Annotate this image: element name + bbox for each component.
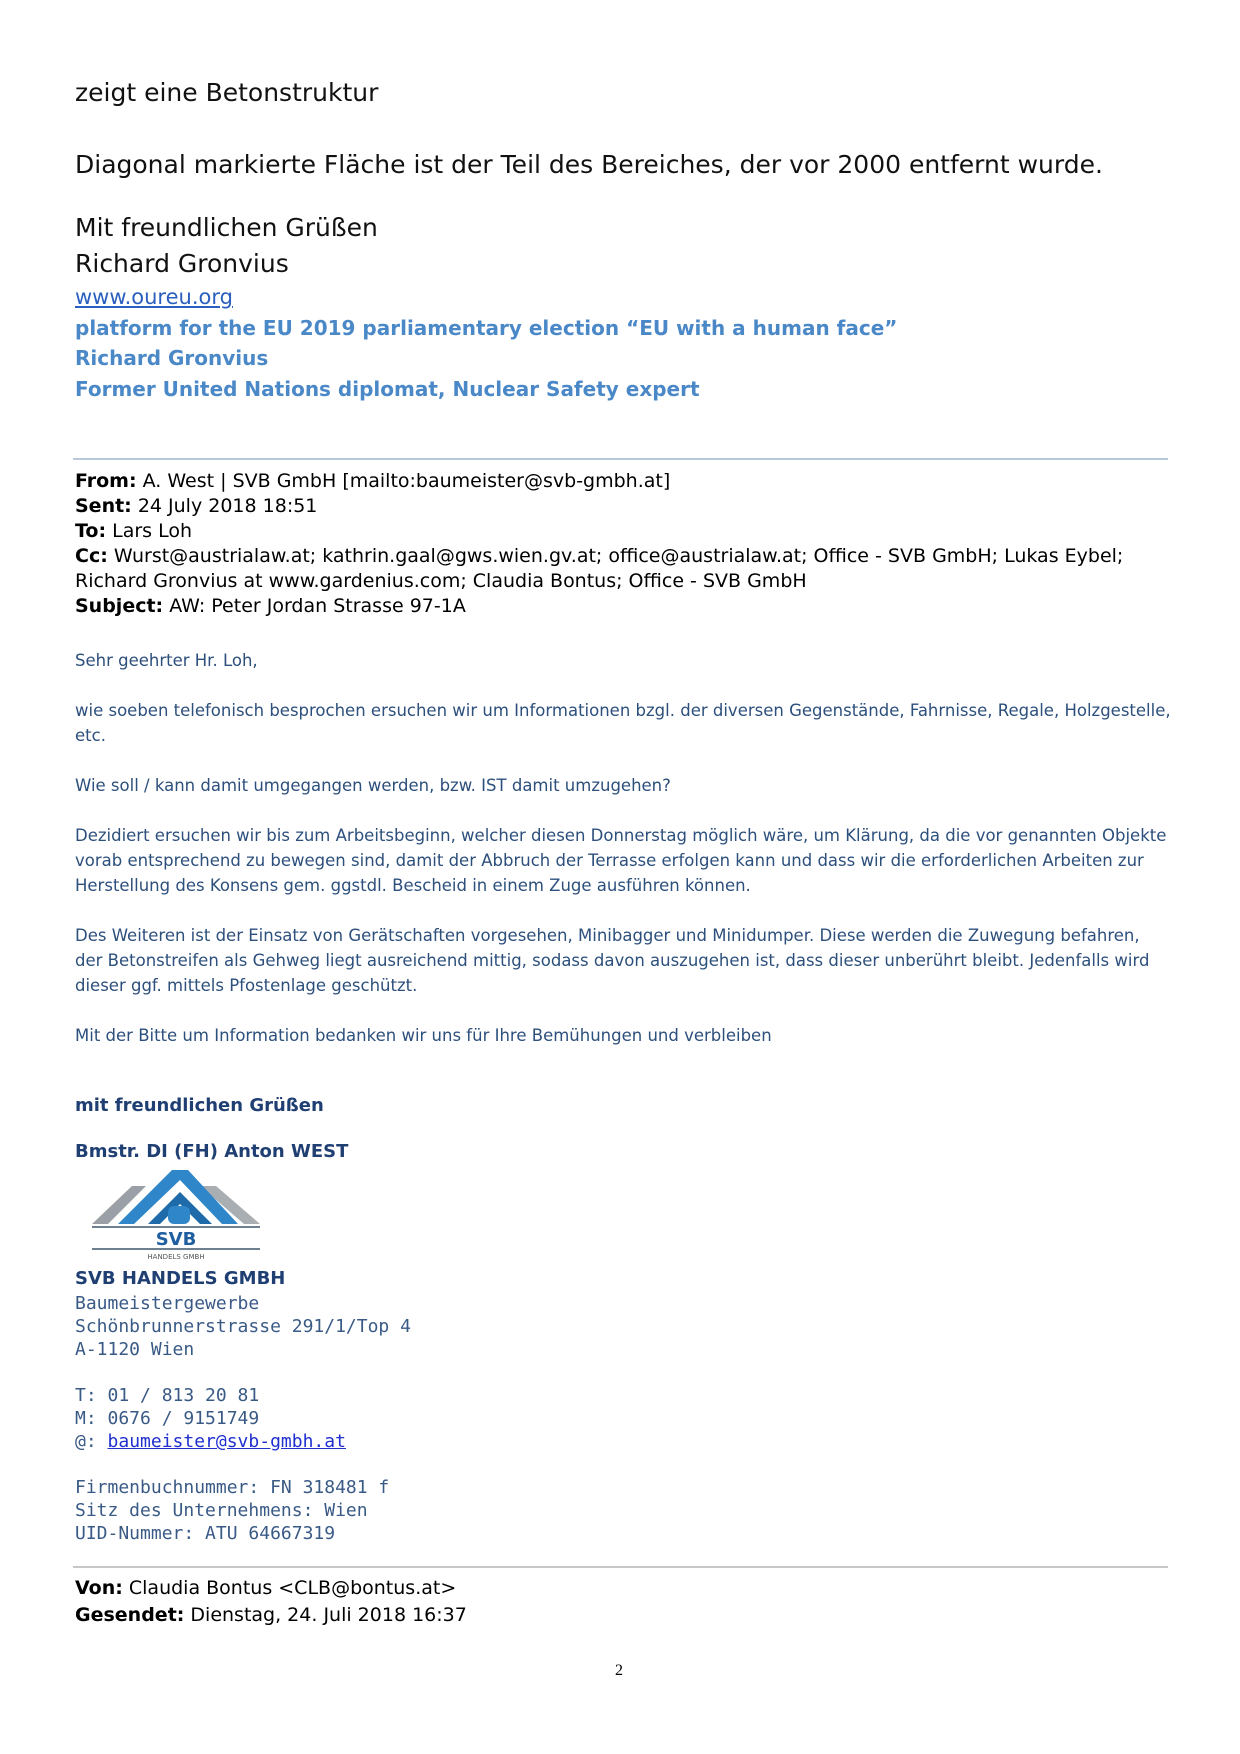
von-line: Von: Claudia Bontus <CLB@bontus.at> bbox=[75, 1577, 457, 1599]
cc-line: Cc: Wurst@austrialaw.at; kathrin.gaal@gws.wien.gv.at; office@austrialaw.at; Office - SVB GmbH; Lukas Eybel; bbox=[75, 545, 1124, 567]
company-mobile: M: 0676 / 9151749 bbox=[75, 1408, 260, 1429]
paragraph-4-line-2: der Betonstreifen als Gehweg liegt ausreichend mittig, sodass davon auszugehen ist, dass dieser unberührt bleibt. Jedenfalls wird bbox=[75, 951, 1150, 970]
sent-line: Sent: 24 July 2018 18:51 bbox=[75, 495, 318, 517]
company-phone: T: 01 / 813 20 81 bbox=[75, 1385, 260, 1406]
page-number: 2 bbox=[615, 1662, 623, 1679]
svg-text:HANDELS GMBH: HANDELS GMBH bbox=[147, 1253, 205, 1261]
paragraph-2: Wie soll / kann damit umgegangen werden, bzw. IST damit umzugehen? bbox=[75, 776, 671, 795]
svb-logo bbox=[88, 1168, 264, 1264]
forward-divider bbox=[73, 1566, 1168, 1568]
signer-name: Bmstr. DI (FH) Anton WEST bbox=[75, 1141, 349, 1162]
greeting: Mit freundlichen Grüßen bbox=[75, 213, 378, 242]
signature-title: Former United Nations diplomat, Nuclear Safety expert bbox=[75, 377, 700, 401]
paragraph-3-line-1: Dezidiert ersuchen wir bis zum Arbeitsbeginn, welcher diesen Donnerstag möglich wäre, um Klärung, da die vor genannten Objekte bbox=[75, 826, 1167, 845]
company-email-line: @: baumeister@svb-gmbh.at bbox=[75, 1431, 346, 1452]
paragraph-1-line-2: etc. bbox=[75, 726, 106, 745]
cc-line-cont: Richard Gronvius at www.gardenius.com; Claudia Bontus; Office - SVB GmbH bbox=[75, 570, 807, 592]
paragraph-1-line-1: wie soeben telefonisch besprochen ersuchen wir um Informationen bzgl. der diversen Gegenstände, Fahrnisse, Regale, Holzgestelle, bbox=[75, 701, 1171, 720]
company-trade: Baumeistergewerbe bbox=[75, 1293, 260, 1314]
svb-logo-graphic bbox=[88, 1168, 264, 1264]
subject-line: Subject: AW: Peter Jordan Strasse 97-1A bbox=[75, 595, 466, 617]
closing: mit freundlichen Grüßen bbox=[75, 1095, 324, 1116]
header-divider bbox=[73, 458, 1168, 460]
paragraph-3-line-2: vorab entsprechend zu bewegen sind, damit der Abbruch der Terrasse erfolgen kann und dass wir die erforderlichen Arbeiten zur bbox=[75, 851, 1144, 870]
salutation: Sehr geehrter Hr. Loh, bbox=[75, 651, 258, 670]
company-seat: Sitz des Unternehmens: Wien bbox=[75, 1500, 368, 1521]
intro-line-1: zeigt eine Betonstruktur bbox=[75, 78, 379, 107]
paragraph-3-line-3: Herstellung des Konsens gem. ggstdl. Bescheid in einem Zuge ausführen können. bbox=[75, 876, 751, 895]
signature-name: Richard Gronvius bbox=[75, 346, 269, 370]
svg-text:SVB: SVB bbox=[155, 1229, 197, 1250]
company-street: Schönbrunnerstrasse 291/1/Top 4 bbox=[75, 1316, 411, 1337]
intro-line-2: Diagonal markierte Fläche ist der Teil des Bereiches, der vor 2000 entfernt wurde. bbox=[75, 150, 1103, 179]
paragraph-4-line-1: Des Weiteren ist der Einsatz von Gerätschaften vorgesehen, Minibagger und Minidumper. Diese werden die Zuwegung befahren, bbox=[75, 926, 1140, 945]
from-line: From: A. West | SVB GmbH [mailto:baumeister@svb-gmbh.at] bbox=[75, 470, 671, 492]
to-line: To: Lars Loh bbox=[75, 520, 193, 542]
company-email-link[interactable]: baumeister@svb-gmbh.at bbox=[107, 1431, 346, 1452]
paragraph-4-line-3: dieser ggf. mittels Pfostenlage geschützt. bbox=[75, 976, 418, 995]
company-name: SVB HANDELS GMBH bbox=[75, 1268, 286, 1289]
gesendet-line: Gesendet: Dienstag, 24. Juli 2018 16:37 bbox=[75, 1604, 467, 1626]
website-link[interactable]: www.oureu.org bbox=[75, 285, 233, 309]
paragraph-5: Mit der Bitte um Information bedanken wir uns für Ihre Bemühungen und verbleiben bbox=[75, 1026, 772, 1045]
sender-name: Richard Gronvius bbox=[75, 249, 289, 278]
company-uid: UID-Nummer: ATU 64667319 bbox=[75, 1523, 336, 1544]
company-city: A-1120 Wien bbox=[75, 1339, 195, 1360]
platform-line: platform for the EU 2019 parliamentary election “EU with a human face” bbox=[75, 316, 898, 340]
company-fn: Firmenbuchnummer: FN 318481 f bbox=[75, 1477, 390, 1498]
